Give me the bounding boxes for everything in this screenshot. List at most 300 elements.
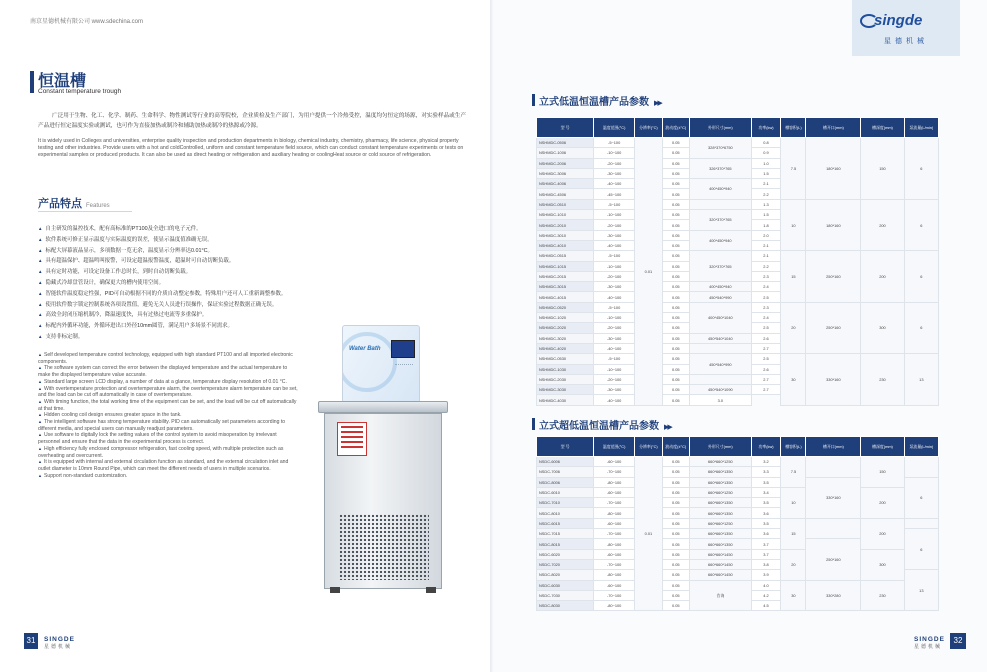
model-cell: NSHMDC-1030: [537, 364, 594, 374]
table-row: [537, 251, 939, 261]
fluctuation-cell: 0.05: [662, 467, 689, 477]
model-cell: NSDC-8010: [537, 508, 594, 518]
model-cell: NSDC-6006: [537, 457, 594, 467]
column-header: 泵流量(L/min): [904, 118, 938, 138]
water-bath-label: Water Bath: [349, 346, 381, 352]
dimension-cell: [690, 374, 752, 384]
merged-cell: 30: [781, 580, 806, 611]
fluctuation-cell: 0.05: [662, 498, 689, 508]
merged-cell: 230: [861, 580, 904, 611]
right-page: [494, 0, 987, 672]
fluctuation-cell: 0.05: [662, 559, 689, 569]
group-cell-vol: 20: [781, 302, 806, 353]
merged-cell: 200: [861, 487, 904, 518]
dimension-cell: 400*450*940: [690, 179, 752, 200]
merged-cell: 13: [904, 570, 938, 611]
machine-foot: [426, 587, 436, 593]
dimension-cell: 660*660*1250: [690, 518, 752, 528]
dimension-cell: 660*660*1350: [690, 508, 752, 518]
fluctuation-cell: 0.05: [662, 395, 689, 405]
fluctuation-cell: 0.05: [662, 168, 689, 178]
range-cell: -30~100: [594, 168, 635, 178]
group-cell-open: 250*160: [806, 251, 861, 302]
power-cell: 2.2: [751, 189, 781, 199]
power-cell: 3.7: [751, 549, 781, 559]
range-cell: -5~100: [594, 354, 635, 364]
model-cell: NSHMDC-3015: [537, 282, 594, 292]
model-cell: NSHMDC-2010: [537, 220, 594, 230]
fluctuation-cell: 0.05: [662, 271, 689, 281]
table-row: [537, 302, 939, 312]
merged-cell: 330*280: [806, 580, 861, 611]
column-header: 波动度(±°C): [662, 118, 689, 138]
fluctuation-cell: 0.05: [662, 138, 689, 148]
table-row: [537, 487, 939, 497]
power-cell: 2.4: [751, 282, 781, 292]
model-cell: NSHMDC-4030: [537, 395, 594, 405]
features-subtitle: Features: [86, 203, 110, 209]
table1-accent-bar: [532, 94, 535, 106]
logo-block: [852, 0, 960, 56]
power-cell: 2.7: [751, 343, 781, 353]
feature-item-en: ▲ Use software to digitally lock the setting values of the control system to avoid misoperation by irrelevant personnel and ensure that the data in the experimental process is correct.: [38, 432, 300, 445]
footer-brand-left: [44, 636, 75, 650]
fluctuation-cell: 0.05: [662, 343, 689, 353]
group-cell-depth: 230: [861, 354, 904, 405]
feature-item-zh: ▲ 隐藏式冷却盘管设计，确保更大的槽内使用空间。: [38, 278, 458, 289]
model-cell: NSHMDC-4015: [537, 292, 594, 302]
table2-title: [539, 417, 671, 432]
power-cell: 3.6: [751, 529, 781, 539]
model-cell: NSHMDC-4006: [537, 179, 594, 189]
model-cell: NSDC-6020: [537, 549, 594, 559]
fluctuation-cell: 0.05: [662, 179, 689, 189]
merged-cell: 6: [904, 477, 938, 518]
merged-cell: [806, 457, 861, 478]
column-header: 槽容积(L): [781, 118, 806, 138]
model-cell: NSHMDC-3030: [537, 385, 594, 395]
company-line: 南京星德机械有限公司 www.sdechina.com: [30, 19, 144, 25]
table-header-row: [537, 437, 939, 457]
dimension-cell: 660*660*1350: [690, 477, 752, 487]
column-header: 槽容积(L): [781, 437, 806, 457]
group-cell-flow: 6: [904, 302, 938, 353]
range-cell: -10~100: [594, 148, 635, 158]
merged-cell: [904, 457, 938, 478]
intro-chinese: 广泛用于生物、化工、化学、制药、生命科学、物性测试等行业的高等院校，企业质检及生产部门，为用户提供一个冷热受控，温度均匀恒定的场源，对实验样品或生产产品进行恒定温度实验或测试，也可作为直接加热或制冷和辅助加热或制冷的热源或冷源。: [38, 113, 466, 129]
title-accent-bar: [30, 71, 34, 93]
dimension-cell: 660*660*1250: [690, 457, 752, 467]
group-cell-flow: 6: [904, 251, 938, 302]
feature-item-en: ▲ With timing function, the total working time of the equipment can be set, and the load will be cut off automatically at that time.: [38, 399, 300, 412]
merged-cell: 6: [904, 529, 938, 570]
group-cell-vol: 10: [781, 199, 806, 250]
dimension-cell: 660*660*1450: [690, 559, 752, 569]
range-cell: -70~100: [594, 467, 635, 477]
group-cell-depth: 200: [861, 199, 904, 250]
merged-cell: 10: [781, 487, 806, 518]
dimension-cell: 660*660*1450: [690, 570, 752, 580]
power-cell: 2.4: [751, 313, 781, 323]
table1-title-text: 立式低温恒温槽产品参数: [539, 97, 649, 108]
feature-item-en: ▲ The intelligent software has strong temperature stability. PID can automatically set parameters according to different media, and special users can manually readjust parameters.: [38, 419, 300, 432]
range-cell: -40~100: [594, 343, 635, 353]
fluctuation-cell: 0.05: [662, 354, 689, 364]
table2-title-text: 立式超低温恒温槽产品参数: [539, 421, 659, 432]
model-cell: NSHMDC-3020: [537, 333, 594, 343]
power-cell: 2.5: [751, 354, 781, 364]
model-cell: NSDC-7010: [537, 498, 594, 508]
table-row: [537, 138, 939, 148]
column-header: 温度范围(°C): [594, 118, 635, 138]
fluctuation-cell: 0.05: [662, 323, 689, 333]
fluctuation-cell: 0.05: [662, 189, 689, 199]
range-cell: -80~100: [594, 570, 635, 580]
fluctuation-cell: 0.05: [662, 251, 689, 261]
dimension-cell: [690, 343, 752, 353]
dimension-cell: 320*370*765: [690, 210, 752, 231]
model-cell: NSDC-8006: [537, 477, 594, 487]
table-row: [537, 549, 939, 559]
feature-item-en: ▲ Standard large screen LCD display, a number of data at a glance, temperature display resolution of 0.01 °C.: [38, 379, 300, 386]
power-cell: 3.5: [751, 498, 781, 508]
range-cell: -40~100: [594, 395, 635, 405]
power-cell: 0.8: [751, 138, 781, 148]
fluctuation-cell: 0.05: [662, 487, 689, 497]
range-cell: -10~100: [594, 261, 635, 271]
fluctuation-cell: 0.05: [662, 580, 689, 590]
model-cell: NSDC-7006: [537, 467, 594, 477]
column-header: 外形尺寸(mm): [690, 118, 752, 138]
model-cell: NSDC-6015: [537, 518, 594, 528]
column-header: 功率(kw): [751, 118, 781, 138]
group-cell-open: 180*160: [806, 199, 861, 250]
model-cell: NSHMDC-0530: [537, 354, 594, 364]
range-cell: -80~100: [594, 539, 635, 549]
dimension-cell: 660*660*1350: [690, 467, 752, 477]
dimension-cell: 400*450*940: [690, 230, 752, 251]
range-cell: -20~100: [594, 158, 635, 168]
range-cell: -10~100: [594, 210, 635, 220]
range-cell: -60~100: [594, 457, 635, 467]
power-cell: 2.0: [751, 230, 781, 240]
fluctuation-cell: 0.05: [662, 292, 689, 302]
dimension-cell: 660*660*1450: [690, 549, 752, 559]
power-cell: 4.2: [751, 590, 781, 600]
power-cell: 3.9: [751, 570, 781, 580]
feature-item-en: ▲ The software system can correct the error between the displayed temperature and the actual temperature to make the displayed temperature value accurate.: [38, 365, 300, 378]
table-row: [537, 518, 939, 528]
group-cell-vol: 15: [781, 251, 806, 302]
range-cell: -45~100: [594, 189, 635, 199]
group-cell-open: 250*160: [806, 302, 861, 353]
table2-accent-bar: [532, 418, 535, 430]
fluctuation-cell: 0.05: [662, 385, 689, 395]
model-cell: NSHMDC-1015: [537, 261, 594, 271]
model-cell: NSHMDC-3006: [537, 168, 594, 178]
fluctuation-cell: 0.05: [662, 302, 689, 312]
group-cell-depth: 150: [861, 138, 904, 200]
model-cell: NSHMDC-1020: [537, 313, 594, 323]
logo-wordmark: singde: [874, 12, 923, 29]
power-cell: 3.3: [751, 467, 781, 477]
model-cell: NSHMDC-4506: [537, 189, 594, 199]
fluctuation-cell: 0.05: [662, 539, 689, 549]
range-cell: -60~100: [594, 518, 635, 528]
column-header: 槽深度(mm): [861, 118, 904, 138]
dimension-cell: 328*370*6750: [690, 138, 752, 159]
column-header: 槽深度(mm): [861, 437, 904, 457]
feature-item-zh: ▲ 软件系统可修正显示温度与实际温度的误差，使显示温度值准确无误。: [38, 235, 458, 246]
range-cell: -60~100: [594, 549, 635, 559]
range-cell: -70~100: [594, 498, 635, 508]
power-cell: 2.1: [751, 251, 781, 261]
vent-grill: [339, 514, 429, 580]
dimension-cell: 660*660*1250: [690, 487, 752, 497]
model-cell: NSHMDC-2030: [537, 374, 594, 384]
dimension-cell: 660*660*1350: [690, 498, 752, 508]
fluctuation-cell: 0.05: [662, 313, 689, 323]
resolution-cell: 0.01: [635, 138, 662, 406]
column-header: 功率(kw): [751, 437, 781, 457]
decor-swirl: [342, 332, 397, 392]
power-cell: 3.7: [751, 539, 781, 549]
power-cell: 3.4: [751, 487, 781, 497]
feature-item-zh: ▲ 智能软件温度稳定性强，PID可自动根据不同的介质自动整定参数，特殊用户还可人工重新调整参数。: [38, 289, 458, 300]
power-cell: 2.3: [751, 302, 781, 312]
power-cell: 1.5: [751, 168, 781, 178]
range-cell: -5~100: [594, 138, 635, 148]
fluctuation-cell: 0.05: [662, 477, 689, 487]
tub-rim: [318, 401, 448, 413]
table-row: [537, 580, 939, 590]
range-cell: -60~100: [594, 487, 635, 497]
merged-cell: 150: [861, 457, 904, 488]
range-cell: -60~100: [594, 580, 635, 590]
power-cell: 2.6: [751, 364, 781, 374]
model-cell: NSHMDC-3010: [537, 230, 594, 240]
merged-cell: 20: [781, 549, 806, 580]
fluctuation-cell: 0.05: [662, 518, 689, 528]
feature-item-zh: ▲ 标配大屏幕液晶显示，多项数据一览无余，温度显示分辨率达0.01°C。: [38, 246, 458, 257]
fluctuation-cell: 0.05: [662, 529, 689, 539]
model-cell: NSHMDC-1006: [537, 148, 594, 158]
dimension-cell: 326*370*765: [690, 158, 752, 179]
column-header: 外形尺寸(mm): [690, 437, 752, 457]
feature-item-zh: ▲ 自主研发的温控技术，配有高标准的PT100及全进口的电子元件。: [38, 224, 458, 235]
range-cell: -30~100: [594, 333, 635, 343]
feature-item-zh: ▲ 具有超温保护、超温鸣叫报警，可设定超温报警温度，超温时可自动切断负载。: [38, 256, 458, 267]
range-cell: -80~100: [594, 477, 635, 487]
footer-brand-zh: 星德机械: [44, 644, 73, 650]
chevrons-right-icon: ▶▶: [664, 424, 671, 431]
range-cell: -40~100: [594, 292, 635, 302]
table-row: [537, 354, 939, 364]
footer-brand-zh: 星德机械: [914, 644, 943, 650]
dimension-cell: 450*540*1040: [690, 333, 752, 343]
machine-foot: [330, 587, 340, 593]
fluctuation-cell: 0.05: [662, 210, 689, 220]
power-cell: 2.2: [751, 261, 781, 271]
feature-item-zh: ▲ 标配内外循环功能，外循环进出口外径10mm圆管，满足用户多场景不同需求。: [38, 321, 458, 332]
range-cell: -20~100: [594, 271, 635, 281]
power-cell: 3.5: [751, 477, 781, 487]
group-cell-depth: 300: [861, 302, 904, 353]
range-cell: -30~100: [594, 282, 635, 292]
merged-cell: 330*160: [806, 477, 861, 518]
control-buttons: [395, 364, 413, 374]
column-header: 槽开口(mm): [806, 118, 861, 138]
dimension-cell: 660*660*1350: [690, 539, 752, 549]
group-cell-vol: 30: [781, 354, 806, 405]
feature-item-zh: ▲ 高效全封闭压缩机制冷，降温速度快，具有过热过电流等多重保护。: [38, 310, 458, 321]
model-cell: NSHMDC-4020: [537, 343, 594, 353]
feature-item-zh: ▲ 使用软件数字锁定控制系统各项设置值，避免无关人员进行误操作，保证实验过程数据正确无误。: [38, 300, 458, 311]
fluctuation-cell: 0.05: [662, 261, 689, 271]
page-subtitle: Constant temperature trough: [38, 88, 122, 95]
page-number-right: 32: [950, 633, 966, 649]
merged-cell: 250*160: [806, 539, 861, 580]
model-cell: NSHMDC-0506: [537, 138, 594, 148]
fluctuation-cell: 0.05: [662, 148, 689, 158]
range-cell: -70~100: [594, 529, 635, 539]
fluctuation-cell: 0.05: [662, 590, 689, 600]
group-cell-flow: 13: [904, 354, 938, 405]
power-cell: 2.5: [751, 292, 781, 302]
column-header: 分辨率(°C): [635, 437, 662, 457]
model-cell: NSDC-6010: [537, 487, 594, 497]
power-cell: 2.6: [751, 333, 781, 343]
model-cell: NSHMDC-2015: [537, 271, 594, 281]
model-cell: NSDC-6030: [537, 580, 594, 590]
range-cell: -40~100: [594, 179, 635, 189]
merged-cell: 300: [861, 549, 904, 580]
model-cell: NSDC-8015: [537, 539, 594, 549]
fluctuation-cell: 0.05: [662, 199, 689, 209]
range-cell: -80~100: [594, 601, 635, 611]
dimension-cell: 450*540*990: [690, 354, 752, 375]
model-cell: NSDC-7020: [537, 559, 594, 569]
column-header: 型 号: [537, 437, 594, 457]
fluctuation-cell: 0.05: [662, 364, 689, 374]
merged-cell: 15: [781, 518, 806, 549]
power-cell: 2.3: [751, 271, 781, 281]
power-cell: 1.0: [751, 158, 781, 168]
range-cell: -5~100: [594, 251, 635, 261]
fluctuation-cell: 0.05: [662, 570, 689, 580]
merged-cell: [806, 518, 861, 539]
range-cell: -70~100: [594, 559, 635, 569]
fluctuation-cell: 0.05: [662, 333, 689, 343]
dimension-cell: 咨询: [690, 580, 752, 611]
dimension-cell: 660*660*1350: [690, 529, 752, 539]
model-cell: NSHMDC-0520: [537, 302, 594, 312]
fluctuation-cell: 0.05: [662, 282, 689, 292]
page-title: 恒温槽: [38, 73, 87, 90]
column-header: 分辨率(°C): [635, 118, 662, 138]
footer-brand-name: SINGDE: [914, 636, 945, 643]
fluctuation-cell: 0.05: [662, 508, 689, 518]
footer-brand-right: [914, 636, 945, 650]
merged-cell: 200: [861, 518, 904, 549]
table-ultra-low-temp-bath: [536, 436, 939, 611]
fluctuation-cell: 0.05: [662, 549, 689, 559]
feature-item-en: ▲ High efficiency fully enclosed compressor refrigeration, fast cooling speed, with multiple protection such as overheating and overcurrent.: [38, 446, 300, 459]
features-divider: [38, 211, 132, 212]
column-header: 温度范围(°C): [594, 437, 635, 457]
feature-item-en: ▲ Hidden cooling coil design ensures greater space in the tank.: [38, 412, 300, 419]
machine-cabinet: [324, 413, 442, 589]
column-header: 泵流量(L/min): [904, 437, 938, 457]
model-cell: NSHMDC-2020: [537, 323, 594, 333]
fluctuation-cell: 0.05: [662, 457, 689, 467]
group-cell-vol: 7.5: [781, 138, 806, 200]
power-cell: 3.6: [751, 508, 781, 518]
dimension-cell: 400*450*1040: [690, 302, 752, 333]
column-header: 型 号: [537, 118, 594, 138]
range-cell: -5~100: [594, 199, 635, 209]
column-header: 槽开口(mm): [806, 437, 861, 457]
logo-chinese: 星德机械: [884, 38, 928, 45]
range-cell: -40~100: [594, 240, 635, 250]
power-cell: 2.5: [751, 323, 781, 333]
feature-item-en: ▲ Self developed temperature control technology, equipped with high standard PT100 and all imported electronic components.: [38, 352, 300, 365]
fluctuation-cell: 0.05: [662, 374, 689, 384]
model-cell: NSDC-8020: [537, 570, 594, 580]
group-cell-flow: 6: [904, 138, 938, 200]
model-cell: NSDC-8030: [537, 601, 594, 611]
feature-item-zh: ▲ 支持非标定制。: [38, 332, 458, 343]
dimension-cell: 400*450*940: [690, 282, 752, 292]
power-cell: 3.0: [690, 395, 752, 405]
model-cell: NSHMDC-2006: [537, 158, 594, 168]
resolution-cell: 0.01: [635, 457, 662, 611]
model-cell: NSHMDC-0510: [537, 199, 594, 209]
power-cell: 0.9: [751, 148, 781, 158]
power-cell: 3.5: [751, 518, 781, 528]
table-low-temp-bath: [536, 117, 939, 406]
range-cell: -20~100: [594, 220, 635, 230]
range-cell: -20~100: [594, 374, 635, 384]
power-cell: 1.3: [751, 199, 781, 209]
fluctuation-cell: 0.05: [662, 220, 689, 230]
fluctuation-cell: 0.05: [662, 240, 689, 250]
features-title: 产品特点: [38, 198, 82, 210]
dimension-cell: [690, 199, 752, 209]
features-heading: [38, 195, 110, 211]
power-cell: 2.7: [751, 385, 781, 395]
feature-item-en: ▲ Support non-standard customization.: [38, 473, 300, 480]
range-cell: -10~100: [594, 364, 635, 374]
power-cell: 4.0: [751, 580, 781, 590]
power-cell: 1.5: [751, 210, 781, 220]
model-cell: NSHMDC-1010: [537, 210, 594, 220]
range-cell: -70~100: [594, 590, 635, 600]
column-header: 波动度(±°C): [662, 437, 689, 457]
control-head: [342, 325, 420, 403]
fluctuation-cell: 0.05: [662, 230, 689, 240]
range-cell: -80~100: [594, 508, 635, 518]
dimension-cell: 320*370*765: [690, 251, 752, 282]
dimension-cell: 450*540*1090: [690, 385, 752, 395]
table1-title: [539, 93, 661, 108]
feature-item-en: ▲ It is equipped with internal and external circulation function as standard, and the external circulation inlet and outlet diameter is 10mm Round Pipe, which can meet the different needs of users in multiple scenarios.: [38, 459, 300, 472]
table-row: [537, 457, 939, 467]
dimension-cell: 450*540*990: [690, 292, 752, 302]
warning-sticker: [337, 422, 367, 456]
power-cell: 4.5: [751, 601, 781, 611]
power-cell: 3.8: [751, 559, 781, 569]
